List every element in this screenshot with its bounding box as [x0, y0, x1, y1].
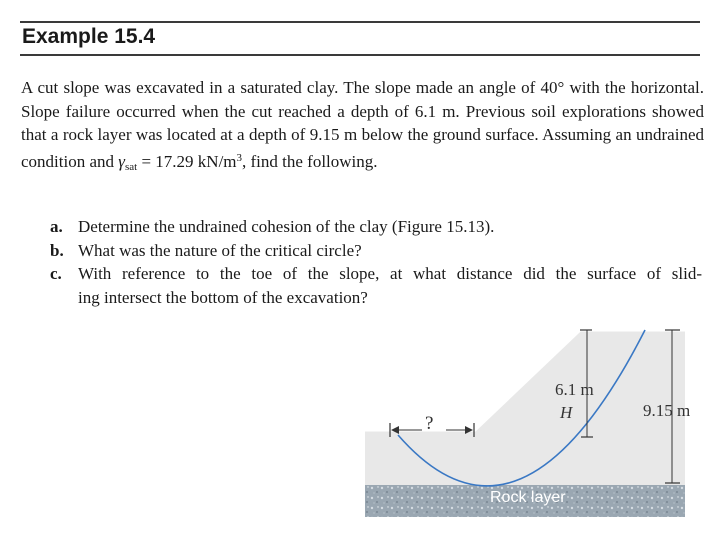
- question-a: a. Determine the undrained cohesion of the clay (Figure 15.13).: [50, 217, 495, 236]
- problem-statement: A cut slope was excavated in a saturated clay. The slope made an angle of 40° with the horizontal. Slope failure occurred when the cut reached a depth of 6.1 m. Previous soil explorations showed that a rock layer was located at a depth of 9.15 m below the ground surface. Assuming an undrained condition and $\gamma_{sat} = 17.29$ $kN/m^3$, find the following.: [21, 78, 704, 173]
- question-b: b. What was the nature of the critical circle?: [50, 240, 362, 260]
- soil-body: [365, 330, 685, 485]
- top-rule: [20, 21, 700, 23]
- question-list: [50, 215, 702, 309]
- rock-depth-label: 9.15 m: [643, 401, 691, 420]
- cut-depth-label: 6.1 m: [555, 380, 594, 399]
- gamma-symbol: γ: [118, 151, 125, 171]
- title-underline: [20, 54, 700, 56]
- height-symbol-label: H: [560, 403, 573, 422]
- question-c: c. With reference to the toe of the slope, at what distance did the surface of slid-: [50, 264, 702, 283]
- question-c-continuation: ing intersect the bottom of the excavation?: [78, 287, 368, 307]
- unknown-distance-label: ?: [425, 413, 434, 434]
- example-title: Example 15.4: [22, 25, 156, 48]
- rock-layer-label: Rock layer: [490, 489, 566, 506]
